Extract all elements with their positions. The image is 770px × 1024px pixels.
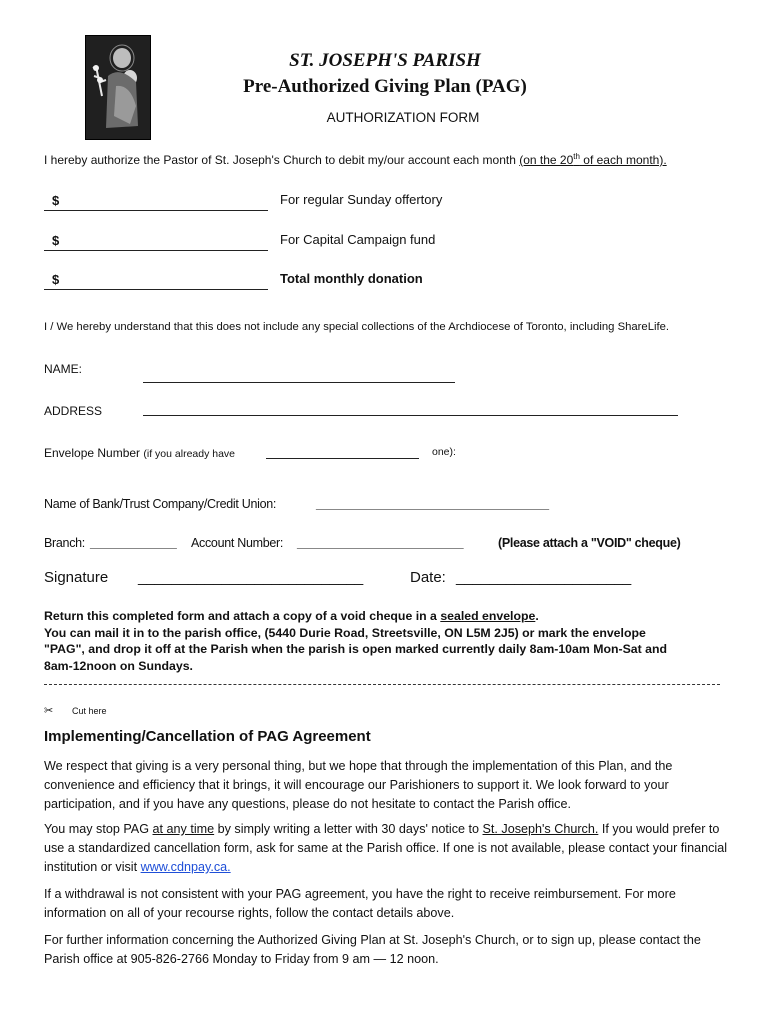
name-label: NAME:: [44, 362, 83, 376]
cancellation-heading: Implementing/Cancellation of PAG Agreement: [44, 728, 371, 745]
form-title: AUTHORIZATION FORM: [326, 110, 480, 125]
cancellation-paragraph-1: We respect that giving is a very personal thing, but we hope that through the implementation of this Plan, and the convenience and efficiency that it brings, it will encourage our Parishioners to support it. We look forward to your participation, and if you have any questions, please do not hesitate to contact the Parish office.: [44, 759, 673, 811]
total-label: Total monthly donation: [280, 271, 423, 286]
cancellation-paragraph-2: You may stop PAG at any time by simply writing a letter with 30 days' notice to St. Joseph's Church. If you would prefer to use a standardized cancellation form, ask for same at the Parish office. If one is not available, please contact your financial institution or visit www.cdnpay.ca.: [44, 822, 728, 874]
bank-label: Name of Bank/Trust Company/Credit Union:: [44, 497, 277, 511]
offertory-label: For regular Sunday offertory: [280, 192, 443, 207]
account-label: Account Number:: [191, 536, 284, 550]
return-instructions: Return this completed form and attach a copy of a void cheque in a sealed envelope. You can mail it in to the parish office, (5440 Durie Road, Streetsville, ON L5M 2J5) or mark the envelope "PAG", and drop it off at the Parish when the parish is open marked currently daily 8am-10am Mon-Sat and 8am-12noon on Sundays.: [44, 609, 667, 673]
offertory-amount-field[interactable]: $: [44, 190, 268, 211]
scissors-icon: ✂: [44, 705, 54, 717]
address-field[interactable]: [143, 415, 678, 416]
envelope-label: Envelope Number (if you already have: [44, 446, 236, 460]
intro-day: (on the 20th of each month).: [519, 152, 667, 167]
envelope-suffix: one):: [432, 446, 456, 458]
name-field[interactable]: [143, 382, 455, 383]
date-field[interactable]: _____________________: [456, 569, 632, 586]
void-note: (Please attach a "VOID" cheque): [498, 536, 681, 550]
bank-field[interactable]: ___________________________________: [316, 497, 549, 511]
intro-text: [44, 152, 667, 167]
account-field[interactable]: _________________________: [297, 536, 464, 550]
capital-label: For Capital Campaign fund: [280, 232, 436, 247]
cut-here-label: Cut here: [72, 706, 107, 716]
cut-line: [44, 684, 720, 685]
plan-title: Pre-Authorized Giving Plan (PAG): [243, 76, 527, 97]
branch-field[interactable]: _____________: [90, 536, 177, 550]
branch-label: Branch:: [44, 536, 85, 550]
cancellation-paragraph-3: If a withdrawal is not consistent with your PAG agreement, you have the right to receive reimbursement. For more information on all of your recourse rights, follow the contact details above.: [44, 887, 676, 920]
understand-text: I / We hereby understand that this does not include any special collections of the Archdiocese of Toronto, including ShareLife.: [44, 321, 670, 333]
signature-field[interactable]: ___________________________: [138, 569, 364, 586]
total-amount-field[interactable]: $: [44, 269, 268, 290]
address-label: ADDRESS: [44, 404, 103, 418]
parish-title: ST. JOSEPH'S PARISH: [289, 50, 481, 71]
intro-main: I hereby authorize the Pastor of St. Joseph's Church to debit my/our account each month: [44, 153, 520, 167]
envelope-field[interactable]: [266, 458, 419, 459]
cdnpay-link[interactable]: www.cdnpay.ca.: [140, 860, 231, 874]
signature-label: Signature: [44, 569, 109, 586]
date-label: Date:: [410, 569, 446, 586]
capital-amount-field[interactable]: $: [44, 230, 268, 251]
cancellation-paragraph-4: For further information concerning the Authorized Giving Plan at St. Joseph's Church, or to sign up, please contact the Parish office at 905-826-2766 Monday to Friday from 9 am — 12 noon.: [44, 933, 701, 966]
